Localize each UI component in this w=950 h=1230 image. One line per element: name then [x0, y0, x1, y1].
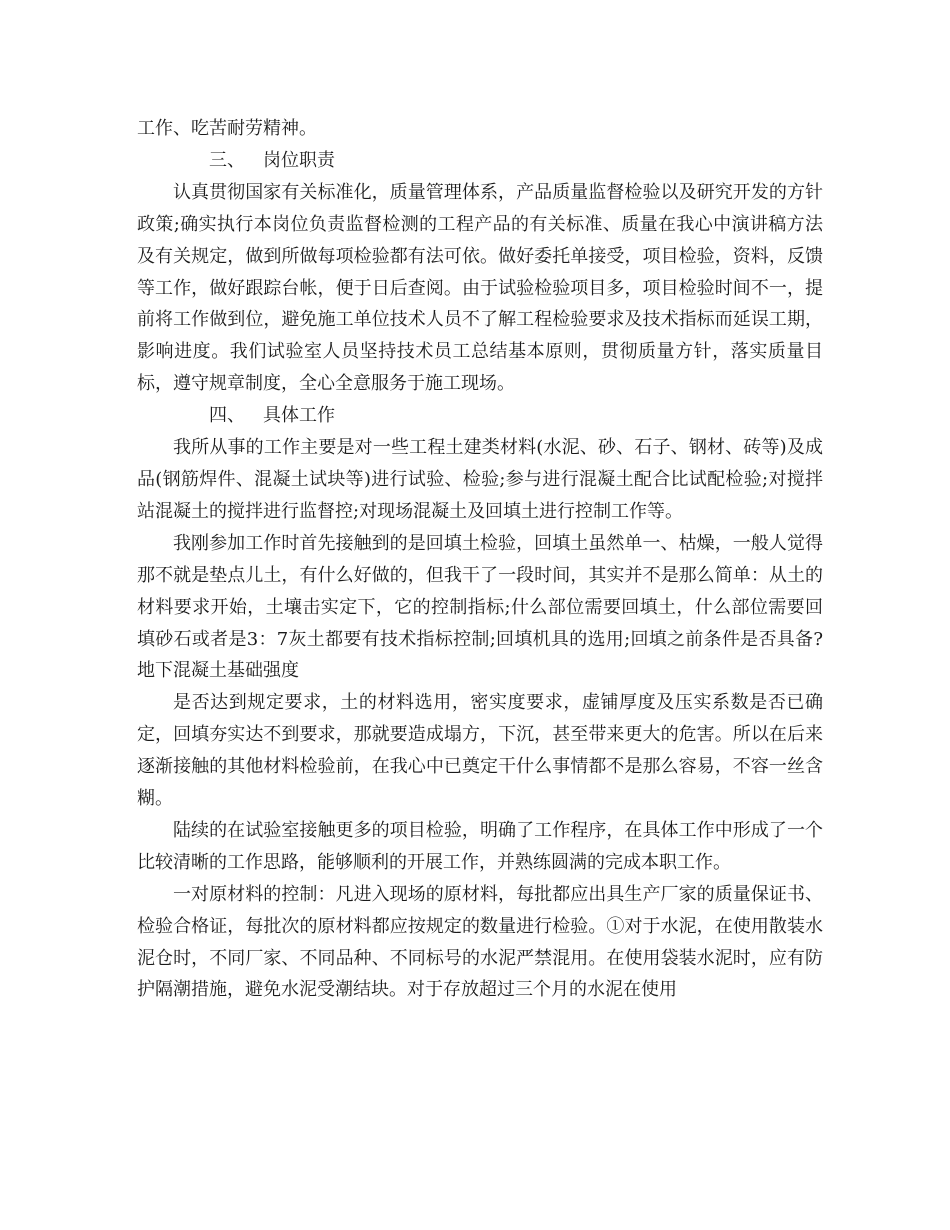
paragraph-continuation: 工作、吃苦耐劳精神。: [137, 118, 317, 139]
section-heading-work: [137, 400, 823, 432]
section-heading-duties: [137, 145, 823, 177]
paragraph: 我所从事的工作主要是对一些工程土建类材料(水泥、砂、石子、钢材、砖等)及成品(钢筋焊件、混凝土试块等)进行试验、检验;参与进行混凝土配合比试配检验;对搅拌站混凝土的搅拌进行监督控;对现场混凝土及回填土进行控制工作等。: [137, 437, 823, 522]
paragraph: 一对原材料的控制：凡进入现场的原材料，每批都应出具生产厂家的质量保证书、检验合格证，每批次的原材料都应按规定的数量进行检验。①对于水泥，在使用散装水泥仓时，不同厂家、不同品种、不同标号的水泥严禁混用。在使用袋装水泥时，应有防护隔潮措施，避免水泥受潮结块。对于存放超过三个月的水泥在使用: [137, 883, 823, 1001]
paragraph: 认真贯彻国家有关标准化，质量管理体系，产品质量监督检验以及研究开发的方针政策;确实执行本岗位负责监督检测的工程产品的有关标准、质量在我心中演讲稿方法及有关规定，做到所做每项检验都有法可依。做好委托单接受，项目检验，资料，反馈等工作，做好跟踪台帐，便于日后查阅。由于试验检验项目多，项目检验时间不一，提前将工作做到位，避免施工单位技术人员不了解工程检验要求及技术指标而延误工期，影响进度。我们试验室人员坚持技术员工总结基本原则，贯彻质量方针，落实质量目标，遵守规章制度，全心全意服务于施工现场。: [137, 181, 823, 395]
section-number: 四、: [209, 405, 245, 427]
section-title: 岗位职责: [263, 149, 335, 171]
paragraph: 是否达到规定要求，土的材料选用，密实度要求，虚铺厚度及压实系数是否已确定，回填夯实达不到要求，那就要造成塌方，下沉，甚至带来更大的危害。所以在后来逐渐接触的其他材料检验前，在我心中已奠定干什么事情都不是那么容易，不容一丝含糊。: [137, 692, 823, 810]
document-body: [137, 113, 823, 1006]
section-number: 三、: [209, 149, 245, 171]
paragraph: 我刚参加工作时首先接触到的是回填土检验，回填土虽然单一、枯燥，一般人觉得那不就是垫点儿土，有什么好做的，但我干了一段时间，其实并不是那么简单：从土的材料要求开始，土壤击实定下，它的控制指标;什么部位需要回填土，什么部位需要回填砂石或者是3：7灰土都要有技术指标控制;回填机具的选用;回填之前条件是否具备?地下混凝土基础强度: [137, 532, 823, 682]
paragraph: 陆续的在试验室接触更多的项目检验，明确了工作程序，在具体工作中形成了一个比较清晰的工作思路，能够顺利的开展工作，并熟练圆满的完成本职工作。: [137, 819, 823, 873]
section-title: 具体工作: [263, 405, 335, 427]
